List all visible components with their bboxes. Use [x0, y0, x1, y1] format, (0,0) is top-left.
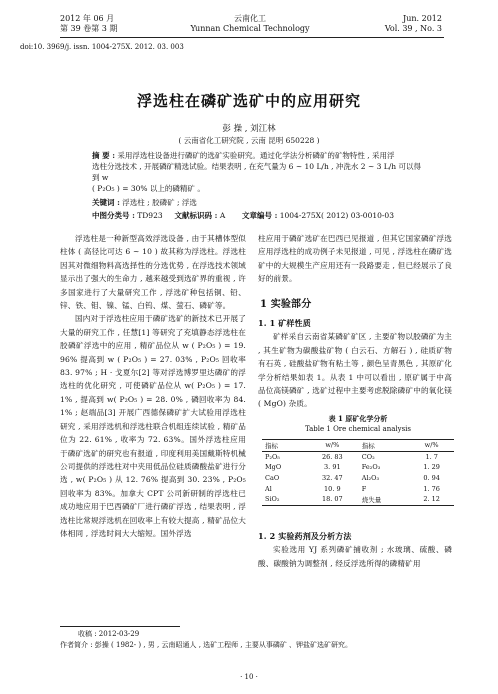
- received-date: 收稿 : 2012-03-29: [78, 630, 140, 638]
- table-cell: 0. 94: [423, 474, 440, 483]
- ore-properties-paragraph: 矿样采自云南省某磷矿矿区 , 主要矿物以胶磷矿为主 , 其生矿物为碳酸盐矿物 ( 白云石、方解石 ) , 硅质矿物有石英 , 硅酸盐矿物有粘土等 , 颜色呈青黑色 , 其原矿化学分析结果如表 1。从表 1 中可以看出 , 原矿属于中高品位高镁磷矿 , 选矿过程中主要考虑脱除磷矿中的氧化镁 ( MgO) 杂质。: [258, 332, 452, 409]
- table-cell: SiO₂: [262, 494, 306, 505]
- footnote-rule: [60, 626, 180, 627]
- header-date-en: Jun. 2012: [403, 14, 442, 23]
- table-cell: 26. 83: [321, 452, 343, 461]
- table-header: w/%: [306, 440, 359, 452]
- abstract-label: 摘 要 :: [92, 151, 115, 160]
- table-cell: 32. 47: [321, 474, 343, 483]
- table-cell: CaO: [265, 474, 280, 483]
- doi: doi:10. 3969/j. issn. 1004-275X. 2012. 03. 003: [20, 43, 184, 51]
- header-journal: [150, 14, 350, 34]
- ore-analysis-table: [262, 439, 454, 506]
- keywords: 浮选柱 ; 胶磷矿 ; 浮选: [122, 198, 197, 207]
- journal-name-en: Yunnan Chemical Technology: [190, 24, 310, 33]
- section-1-heading: 1 实验部分: [260, 298, 312, 310]
- table-row: [262, 494, 454, 505]
- clc-value: TD923: [137, 211, 163, 220]
- table-row: [262, 462, 454, 473]
- doc-value: A: [219, 211, 226, 220]
- intro-continued: 柱应用于磷矿选矿在巴西已见报道 , 但其它国家磷矿浮选应用浮选柱的成功例子未见报道 , 可见 , 浮选柱在磷矿选矿中的大规模生产应用还有一段路要走 , 但已经展示了良好的前景。: [258, 234, 452, 284]
- table-cell: CO₂: [361, 452, 375, 461]
- table-row: [262, 473, 454, 484]
- author-bio: 作者简介 : 彭操 ( 1982- ) , 男 , 云南昭通人 , 选矿工程师 , 主要从事磷矿 、钾盐矿选矿研究。: [60, 641, 353, 649]
- abstract-line3: ( P₂O₅ ) = 30% 以上的磷精矿 。: [92, 184, 205, 193]
- intro-paragraph-2: 国内对于浮选柱应用于磷矿选矿的新技术已开展了大量的研究工作 , 任慧[1] 等研究了充填静态浮选柱在胶磷矿浮选中的应用 , 精矿品位从 w ( P₂O₅ ) = 19. 96% 提高到 w ( P₂O₅ ) = 27. 03% , P₂O₅ 回收率 83. 97% ; H · 戈夏尔[2] 等对浮选博罗里达磷矿的浮选柱的优化研究 , 可使磷矿品位从 w( P₂O₅ ) = 17. 1% , 提高到 w( P₂O₅ ) = 28. 0% , 磷回收率为 84. 1% ; 赵端品[3] 开展广西德保磷矿扩大试验用浮选柱研究 , 采用浮选机和浮选柱联合机组连续试验 , 精矿品位为 22. 61% , 收率为 72. 63%。国外浮选柱应用于磷矿选矿的研究也有报道 , 印度利用美国戴斯特机械公司提供的浮选柱对中夹用低品位硅质磷酸盐矿进行分选 , w( P₂O₅ ) 从 12. 76% 提高到 30. 23% , P₂O₅ 回收率为 83%。加拿大 CPT 公司新研制的浮选柱已成功地应用于巴西磷矿厂进行磷矿浮选 , 结果表明 , 浮选柱比常规浮选机在回收率上有较大提高 , 精矿品位大体相同 , 浮选时间大大缩短。国外浮选: [60, 314, 246, 538]
- table-header: 指标: [262, 440, 306, 452]
- article-no: 1004-275X( 2012) 03-0010-03: [279, 211, 394, 220]
- header-right: [385, 14, 442, 34]
- page-number: · 10 ·: [240, 673, 258, 681]
- table-cell: 1. 7: [425, 452, 438, 461]
- table-header: w/%: [409, 440, 454, 452]
- section-1-2: [258, 530, 452, 570]
- clc-label: 中图分类号 :: [92, 211, 135, 220]
- authors: 彭 操 , 刘江林: [222, 124, 276, 134]
- journal-name-cn: 云南化工: [234, 14, 266, 23]
- header-volume-en: Vol. 39 , No. 3: [384, 24, 442, 33]
- section-1-2-heading: 1. 2 实验药剂及分析方法: [258, 531, 352, 541]
- table-cell: 3. 91: [324, 463, 341, 472]
- keywords-label: 关键词 :: [92, 198, 120, 207]
- table-cell: 烧失量: [359, 494, 410, 505]
- abstract: [92, 150, 422, 208]
- table-cell: Al: [265, 484, 272, 493]
- table-cell: MgO: [265, 463, 282, 472]
- table-cell: 1. 76: [423, 484, 440, 493]
- table-header: 指标: [359, 440, 410, 452]
- table-cell: Al₂O₃: [361, 474, 380, 483]
- table-row: [262, 451, 454, 462]
- intro-paragraph-1: 浮选柱是一种新型高效浮选设备 , 由于其槽体型似柱体 ( 高径比可达 6 ~ 10 ) 故其称为浮选柱。浮选柱因其对微细物料高选择性的分选优势 , 在浮选技术领域显示出了强大的生命力 , 越来越受到选矿界的重视 , 许多国家进行了大量研究工作 , 浮选矿种包括铜、铅、锌、铁、钼、镍、锰、白钨、煤、萤石、磷矿等。: [60, 234, 246, 311]
- table-cell: 1. 29: [423, 463, 440, 472]
- right-column: [258, 232, 452, 411]
- doc-label: 文献标识码 :: [174, 211, 218, 220]
- table-cell: F: [361, 484, 367, 493]
- table-cell: 18. 07: [306, 494, 359, 505]
- header-rule: [60, 37, 444, 38]
- table-caption-cn: 表 1 原矿化学分析: [328, 414, 388, 423]
- table-cell: P₂O₅: [265, 452, 280, 461]
- table-caption-en: Table 1 Ore chemical analysis: [305, 425, 411, 433]
- article-no-label: 文章编号 :: [241, 211, 278, 220]
- table-cell: 10. 9: [324, 484, 341, 493]
- section-1-1-heading: 1. 1 矿样性质: [258, 318, 311, 329]
- abstract-line1: 采用浮选柱设备进行磷矿的选矿实验研究。通过化学法分析磷矿的矿物特性 , 采用浮: [117, 151, 395, 160]
- table-cell: Fe₂O₃: [361, 463, 381, 472]
- header-date: 2012 年 06 月: [60, 14, 115, 23]
- affiliation: ( 云南省化工研究院 , 云南 昆明 650228 ): [178, 136, 320, 145]
- header-volume: 第 39 卷第 3 期: [60, 24, 118, 33]
- left-column: [60, 232, 246, 540]
- table-row: [262, 483, 454, 494]
- article-title: 浮选柱在磷矿选矿中的应用研究: [136, 92, 361, 110]
- table-cell: 2. 12: [409, 494, 454, 505]
- abstract-line2: 选柱分选技术 , 开展磷矿精选试验。结果表明 , 在充气量为 6 ~ 10 L/h , 冲洗水 2 ~ 3 L/h 可以得到 w: [92, 162, 422, 182]
- reagents-paragraph: 实验选用 YJ 系列磷矿捕收剂 ; 水玻璃、硫酸、磷酸、碳酸钠为调整剂 , 经反浮选所得的磷精矿用: [258, 545, 452, 568]
- meta-line: [92, 210, 452, 221]
- header-left: [60, 14, 117, 34]
